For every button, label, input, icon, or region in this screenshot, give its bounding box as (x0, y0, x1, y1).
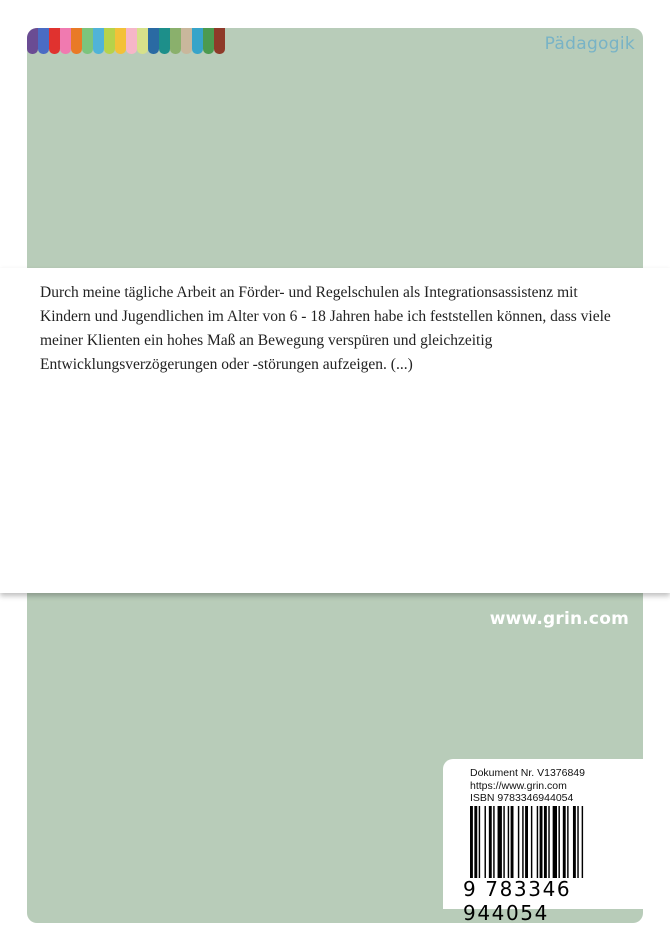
color-stripe (93, 28, 104, 54)
barcode-bar (558, 806, 559, 878)
barcode-bar (489, 806, 492, 878)
abstract-text: Durch meine tägliche Arbeit an Förder- und Regelschulen als Integrationsassistenz mit Kindern und Jugendlichen im Alter von 6 - 18 Jahren habe ich feststellen können, dass viele meiner Klienten ein hohes Maß an Bewegung verspüren und gleichzeitig Entwicklungsverzögerungen oder -störungen aufzeigen. (...) (40, 284, 611, 373)
color-stripe (214, 28, 225, 54)
color-stripe (181, 28, 192, 54)
color-stripe (38, 28, 49, 54)
abstract-band (0, 268, 670, 593)
barcode-bar (548, 806, 549, 878)
barcode-bar (522, 806, 523, 878)
color-stripe (82, 28, 93, 54)
barcode-bar (577, 806, 578, 878)
barcode-bar (498, 806, 502, 878)
color-stripe (71, 28, 82, 54)
barcode-bar (493, 806, 494, 878)
color-stripes (27, 28, 225, 54)
barcode-bar (485, 806, 486, 878)
category-label: Pädagogik (544, 34, 635, 54)
barcode-box (443, 759, 643, 925)
barcode-bar (470, 806, 473, 878)
barcode-bar (508, 806, 509, 878)
barcode-bar (544, 806, 547, 878)
barcode-bar (563, 806, 566, 878)
color-stripe (203, 28, 214, 54)
document-meta (470, 767, 585, 805)
barcode-bar (582, 806, 583, 878)
color-stripe (192, 28, 203, 54)
color-stripe (148, 28, 159, 54)
barcode-bar (503, 806, 504, 878)
color-stripe (104, 28, 115, 54)
barcode-bar (474, 806, 477, 878)
color-stripe (115, 28, 126, 54)
barcode-bar (573, 806, 576, 878)
barcode-bar (518, 806, 519, 878)
barcode-bar (567, 806, 568, 878)
website-label: www.grin.com (489, 609, 629, 629)
barcode-bar (531, 806, 532, 878)
barcode-digits: 9 783346 944054 (463, 877, 572, 925)
barcode-bar (537, 806, 538, 878)
barcode-bar (553, 806, 557, 878)
color-stripe (137, 28, 148, 54)
color-stripe (170, 28, 181, 54)
barcode-bar (479, 806, 480, 878)
barcode-image (470, 806, 616, 878)
barcode-bar (511, 806, 514, 878)
color-stripe (27, 28, 38, 54)
color-stripe (60, 28, 71, 54)
document-url: https://www.grin.com (470, 779, 567, 792)
color-stripe (126, 28, 137, 54)
document-number: Dokument Nr. V1376849 (470, 767, 585, 779)
barcode-bar (540, 806, 543, 878)
color-stripe (159, 28, 170, 54)
color-stripe (49, 28, 60, 54)
isbn: ISBN 9783346944054 (470, 792, 574, 804)
barcode-bar (525, 806, 528, 878)
